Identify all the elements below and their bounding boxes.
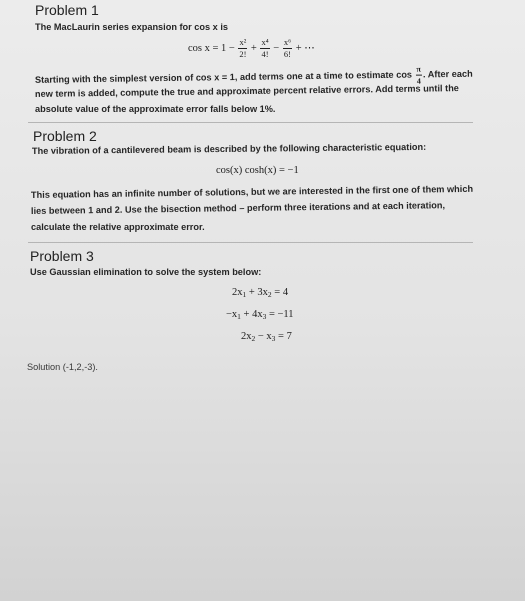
maclaurin-series-equation	[188, 38, 315, 59]
problem-2-title: Problem 2	[33, 128, 97, 144]
problem-2-line-3: calculate the relative approximate error.	[31, 222, 205, 232]
eq1-rhs: = 4	[271, 287, 289, 298]
system-equation-2	[226, 309, 294, 321]
eq2-sub-a: 1	[237, 312, 241, 321]
eq2-rhs: = −11	[266, 309, 294, 320]
eq1-term-a: 2x	[232, 287, 243, 298]
problem-3-title: Problem 3	[30, 248, 94, 264]
problem-2-intro: The vibration of a cantilevered beam is described by the following characteristic equation:	[31, 141, 427, 156]
fraction-x4-over-4fact: $\frac{\text{x⁴}}{4!}$	[261, 37, 269, 59]
eq2-term-a: −x	[226, 309, 238, 320]
problem-2-line-1: This equation has an infinite number of solutions, but we are interested in the first one of them which	[30, 183, 474, 200]
divider-1	[28, 122, 473, 123]
eq2-sub-b: 3	[262, 312, 267, 321]
line-1-end: . After each	[422, 68, 473, 80]
series-tail: + ⋯	[295, 42, 315, 54]
eq3-sub-b: 3	[271, 334, 276, 343]
eq1-term-b: + 3x	[246, 287, 268, 298]
series-lhs: cos x = 1 −	[188, 42, 235, 54]
eq2-term-b: + 4x	[240, 309, 263, 320]
plus-sign: +	[250, 42, 257, 54]
fraction-x6-over-6fact: $\frac{\text{x⁶}}{6!}$	[283, 37, 292, 59]
system-equation-1	[232, 287, 288, 299]
fraction-pi-over-4: $\frac{\pi}{4}$	[416, 64, 421, 86]
eq3-sub-a: 2	[251, 334, 256, 343]
eq3-term-b: − x	[255, 331, 272, 342]
problem-3-intro: Use Gaussian elimination to solve the system below:	[30, 267, 262, 277]
solution-text: Solution (-1,2,-3).	[27, 362, 98, 372]
eq3-rhs: = 7	[275, 331, 292, 342]
divider-2	[28, 242, 473, 243]
eq1-sub-a: 1	[242, 290, 247, 299]
system-equation-3	[241, 331, 292, 343]
problem-1-line-2: new term is added, compute the true and approximate percent relative errors. Add terms until the	[34, 83, 459, 99]
problem-2-line-2: lies between 1 and 2. Use the bisection method – perform three iterations and at each iteration,	[30, 200, 446, 216]
problem-1-title: Problem 1	[35, 2, 99, 18]
line-1-text: Starting with the simplest version of cos x = 1, add terms one at a time to estimate cos	[34, 69, 413, 85]
eq1-sub-b: 2	[267, 290, 272, 299]
eq3-term-a: 2x	[241, 331, 252, 342]
fraction-x2-over-2fact: $\frac{\text{x²}}{2!}$	[239, 37, 247, 59]
minus-sign: −	[273, 42, 280, 54]
problem-1-intro: The MacLaurin series expansion for cos x is	[35, 22, 229, 32]
characteristic-equation: cos(x) cosh(x) = −1	[216, 165, 299, 176]
problem-1-line-3: absolute value of the approximate error falls below 1%.	[35, 104, 276, 114]
